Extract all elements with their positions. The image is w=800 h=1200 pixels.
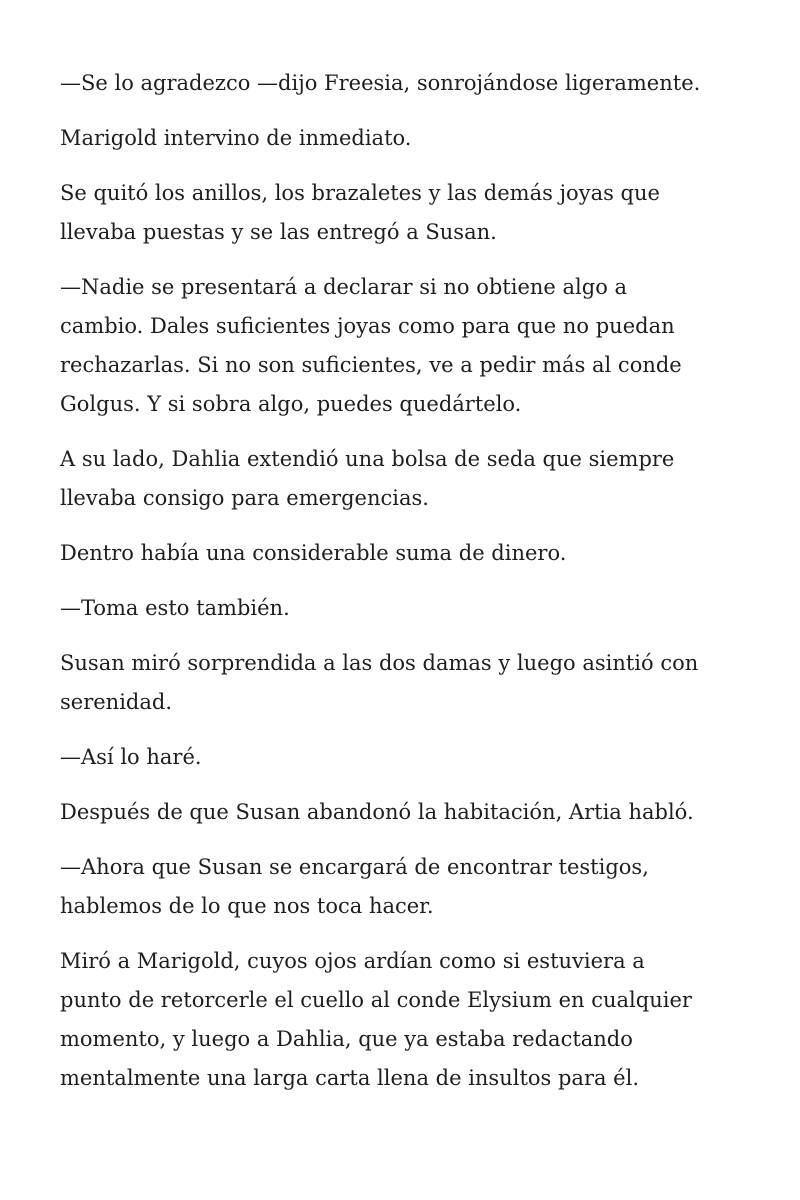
text-line: cambio. Dales suficientes joyas como para que no puedan <box>60 314 675 338</box>
text-line: A su lado, Dahlia extendió una bolsa de seda que siempre <box>60 447 675 471</box>
paragraph-4 <box>60 268 750 424</box>
text-line: Susan miró sorprendida a las dos damas y luego asintió con <box>60 651 699 675</box>
text-line: Después de que Susan abandonó la habitación, Artia habló. <box>60 800 694 824</box>
text-line: Marigold intervino de inmediato. <box>60 126 412 150</box>
text-line: llevaba puestas y se las entregó a Susan. <box>60 220 497 244</box>
text-line: —Ahora que Susan se encargará de encontrar testigos, <box>60 855 649 879</box>
text-line: Miró a Marigold, cuyos ojos ardían como si estuviera a <box>60 949 645 973</box>
text-line: —Toma esto también. <box>60 596 290 620</box>
text-line: mentalmente una larga carta llena de insultos para él. <box>60 1066 639 1090</box>
paragraph-12 <box>60 942 750 1098</box>
paragraph-7 <box>60 589 750 628</box>
paragraph-10 <box>60 793 750 832</box>
paragraph-3 <box>60 174 750 252</box>
text-line: Se quitó los anillos, los brazaletes y las demás joyas que <box>60 181 660 205</box>
document-page <box>60 64 750 1114</box>
paragraph-8 <box>60 644 750 722</box>
text-line: llevaba consigo para emergencias. <box>60 486 429 510</box>
text-line: —Así lo haré. <box>60 745 202 769</box>
text-line: momento, y luego a Dahlia, que ya estaba redactando <box>60 1027 633 1051</box>
text-line: Golgus. Y si sobra algo, puedes quedártelo. <box>60 392 522 416</box>
text-line: Dentro había una considerable suma de dinero. <box>60 541 567 565</box>
text-line: punto de retorcerle el cuello al conde Elysium en cualquier <box>60 988 692 1012</box>
paragraph-11 <box>60 848 750 926</box>
text-line: rechazarlas. Si no son suficientes, ve a pedir más al conde <box>60 353 682 377</box>
text-line: —Se lo agradezco —dijo Freesia, sonrojándose ligeramente. <box>60 71 701 95</box>
paragraph-5 <box>60 440 750 518</box>
paragraph-2 <box>60 119 750 158</box>
paragraph-9 <box>60 738 750 777</box>
text-line: hablemos de lo que nos toca hacer. <box>60 894 434 918</box>
text-line: serenidad. <box>60 690 172 714</box>
paragraph-6 <box>60 534 750 573</box>
paragraph-1 <box>60 64 750 103</box>
text-line: —Nadie se presentará a declarar si no obtiene algo a <box>60 275 628 299</box>
